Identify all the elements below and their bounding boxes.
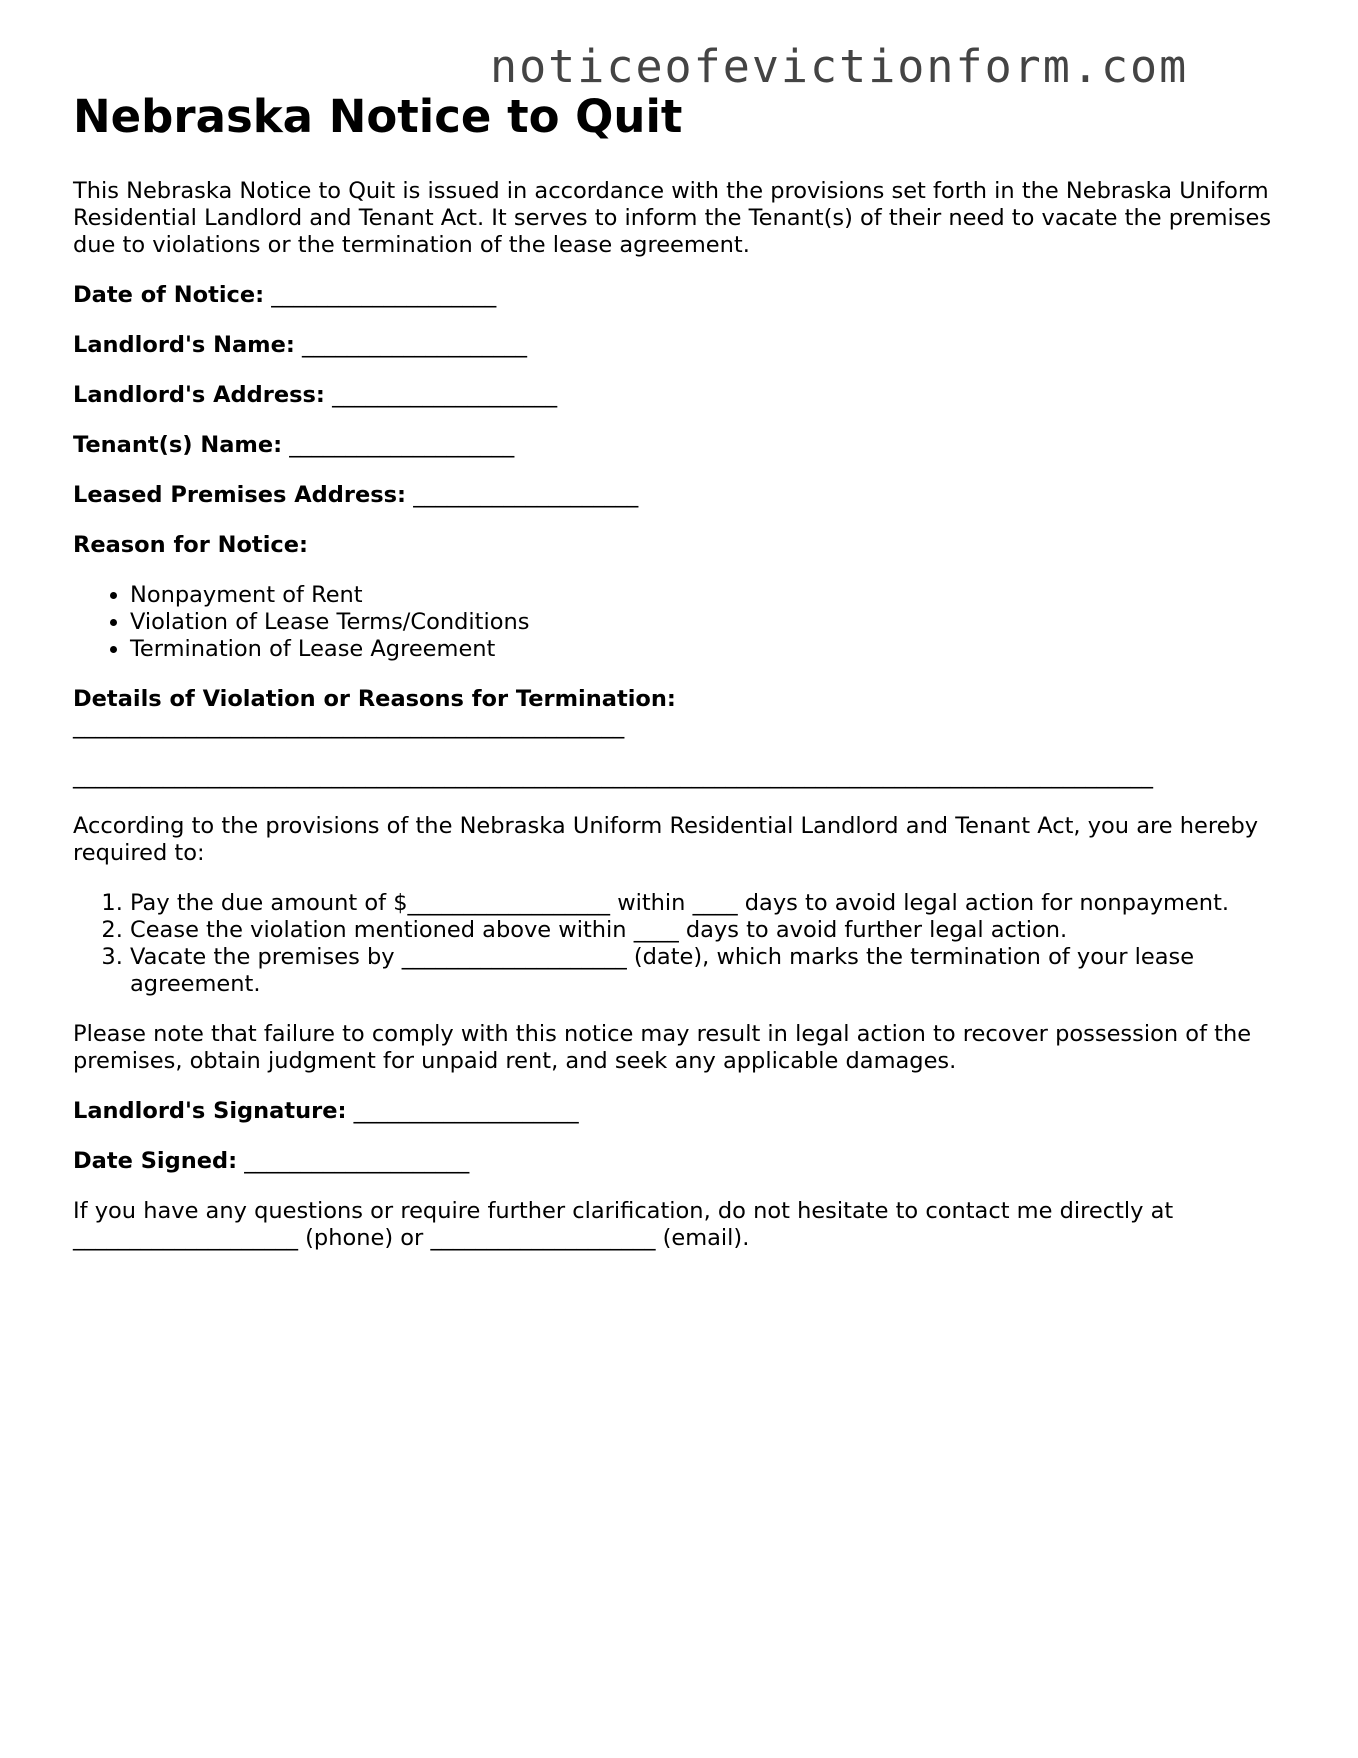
details-field bbox=[73, 686, 1291, 740]
details-blank-line-2[interactable]: ________________________________________________________________________________________________ bbox=[73, 763, 1153, 789]
warning-paragraph: Please note that failure to comply with this notice may result in legal action to recover possession of the premises, obtain judgment for unpaid rent, and seek any applicable damages. bbox=[73, 1021, 1252, 1074]
landlord-name-field bbox=[73, 332, 1291, 359]
requirement-intro: According to the provisions of the Nebraska Uniform Residential Landlord and Tenant Act, you are hereby required to: bbox=[73, 813, 1259, 866]
reason-item-nonpayment: • Nonpayment of Rent bbox=[130, 582, 1291, 609]
landlord-name-label: Landlord's Name: bbox=[73, 332, 295, 358]
details-blank-line-1[interactable]: _________________________________________________ bbox=[73, 713, 625, 739]
contact-paragraph: If you have any questions or require further clarification, do not hesitate to contact me directly at ____________________ (phone) or ____________________ (email). bbox=[73, 1198, 1174, 1251]
requirement-vacate: 3. Vacate the premises by ____________________ (date), which marks the termination of your lease agreement. bbox=[130, 944, 1291, 998]
landlord-address-field bbox=[73, 382, 1291, 409]
page-title: Nebraska Notice to Quit bbox=[73, 90, 683, 143]
reason-list bbox=[73, 582, 1291, 663]
requirement-list bbox=[73, 890, 1291, 998]
reason-label: Reason for Notice: bbox=[73, 532, 308, 558]
date-of-notice-blank[interactable]: ____________________ bbox=[271, 282, 497, 308]
date-of-notice-field bbox=[73, 282, 1291, 309]
landlord-address-blank[interactable]: ____________________ bbox=[332, 382, 558, 408]
watermark: noticeofevictionform.com bbox=[490, 40, 1189, 93]
landlord-signature-blank[interactable]: ____________________ bbox=[353, 1098, 579, 1124]
premises-address-field bbox=[73, 482, 1291, 509]
requirement-cease-violation: 2. Cease the violation mentioned above within ____ days to avoid further legal action. bbox=[130, 917, 1291, 944]
date-signed-blank[interactable]: ____________________ bbox=[244, 1148, 470, 1174]
date-of-notice-label: Date of Notice: bbox=[73, 282, 265, 308]
reason-item-termination: • Termination of Lease Agreement bbox=[130, 636, 1291, 663]
tenant-name-blank[interactable]: ____________________ bbox=[289, 432, 515, 458]
landlord-address-label: Landlord's Address: bbox=[73, 382, 325, 408]
details-label: Details of Violation or Reasons for Termination: bbox=[73, 686, 676, 712]
tenant-name-label: Tenant(s) Name: bbox=[73, 432, 283, 458]
document-page bbox=[73, 90, 1291, 1275]
landlord-signature-field bbox=[73, 1098, 1291, 1125]
reason-item-violation: • Violation of Lease Terms/Conditions bbox=[130, 609, 1291, 636]
intro-paragraph: This Nebraska Notice to Quit is issued in accordance with the provisions set forth in the Nebraska Uniform Residential Landlord and Tenant Act. It serves to inform the Tenant(s) of their need to vacate the premises due to violations or the termination of the lease agreement. bbox=[73, 178, 1272, 258]
premises-address-label: Leased Premises Address: bbox=[73, 482, 407, 508]
date-signed-field bbox=[73, 1148, 1291, 1175]
landlord-signature-label: Landlord's Signature: bbox=[73, 1098, 347, 1124]
tenant-name-field bbox=[73, 432, 1291, 459]
requirement-pay-rent: 1. Pay the due amount of $__________________ within ____ days to avoid legal action for nonpayment. bbox=[130, 890, 1291, 917]
premises-address-blank[interactable]: ____________________ bbox=[413, 482, 639, 508]
date-signed-label: Date Signed: bbox=[73, 1148, 238, 1174]
landlord-name-blank[interactable]: ____________________ bbox=[302, 332, 528, 358]
